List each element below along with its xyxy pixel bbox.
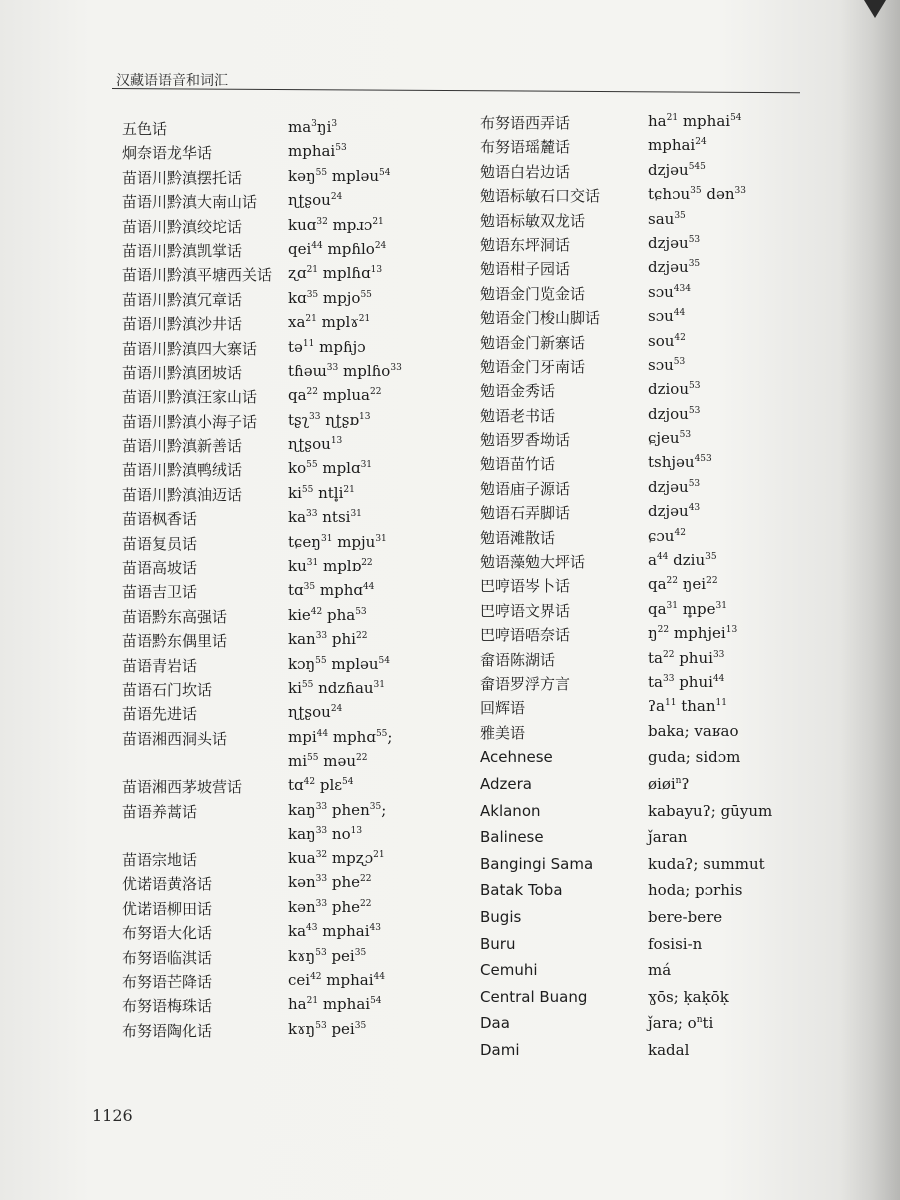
dialect-entry xyxy=(122,581,462,605)
word-form: tɑ$^{35}$ mphɑ$^{44}$ xyxy=(288,581,375,600)
word-form: kudaʔ; summut xyxy=(648,854,765,873)
word-form: $qa^{22}$ ŋei$^{22}$ xyxy=(648,575,718,594)
word-form: kaŋ$^{33}$ $no^{13}$ xyxy=(288,824,363,843)
dialect-entry xyxy=(122,264,462,288)
dialect-entry-continuation xyxy=(122,825,462,849)
dialect-entry xyxy=(480,828,810,855)
dialect-entry xyxy=(122,898,462,922)
dialect-name: 苗语川黔滇绞坨话 xyxy=(122,217,243,236)
dialect-entry xyxy=(480,624,810,648)
word-form: kən$^{33}$ phe$^{22}$ xyxy=(288,873,372,892)
dialect-entry xyxy=(122,289,462,313)
dialect-entry xyxy=(122,728,462,752)
dialect-name: 勉语苗竹话 xyxy=(480,455,556,474)
word-form: tɦəɯ$^{33}$ mplɦo$^{33}$ xyxy=(288,361,402,380)
dialect-name: 苗语川黔滇汪家山话 xyxy=(122,388,258,407)
dialect-name: Central Buang xyxy=(480,987,588,1006)
word-form: kəŋ$^{55}$ mpləu$^{54}$ xyxy=(288,166,391,185)
dialect-name: 勉语老书话 xyxy=(480,406,556,425)
word-form: kɤŋ$^{53}$ pei$^{35}$ xyxy=(288,946,367,965)
word-form: $ta^{22}$ phui$^{33}$ xyxy=(648,648,725,667)
dialect-entry xyxy=(122,801,462,825)
word-form: mphai$^{53}$ xyxy=(288,142,347,161)
word-form: $a^{44}$ dziu$^{35}$ xyxy=(648,551,717,570)
dialect-name: 苗语宗地话 xyxy=(122,850,198,869)
dialect-entry xyxy=(480,881,810,908)
dialect-name: 苗语川黔滇团坡话 xyxy=(122,363,243,382)
dialect-name: 苗语川黔滇鸭绒话 xyxy=(122,461,243,480)
dialect-entry xyxy=(122,533,462,557)
dialect-name: 苗语川黔滇冗章话 xyxy=(122,290,243,309)
dialect-entry xyxy=(480,332,810,356)
dialect-entry xyxy=(480,307,810,331)
dialect-name: Dami xyxy=(480,1040,520,1059)
word-form: ǰara; $o^nti$ xyxy=(648,1014,714,1033)
dialect-entry xyxy=(122,459,462,483)
word-form: ɕjeu$^{53}$ xyxy=(648,429,692,448)
word-form: dzjou$^{53}$ xyxy=(648,404,701,423)
dialect-name: Buru xyxy=(480,934,516,953)
dialect-name: 勉语金秀话 xyxy=(480,382,556,401)
dialect-name: 苗语湘西洞头话 xyxy=(122,729,228,748)
dialect-name: 苗语川黔滇摆托话 xyxy=(122,168,243,187)
dialect-name: 优诺语柳田话 xyxy=(122,899,213,918)
dialect-entry xyxy=(480,478,810,502)
dialect-name: 苗语川黔滇四大寨话 xyxy=(122,339,258,358)
word-form: kɤŋ$^{53}$ pei$^{35}$ xyxy=(288,1019,367,1038)
dialect-name: 勉语标敏双龙话 xyxy=(480,211,586,230)
dialect-name: 布努语陶化话 xyxy=(122,1021,213,1040)
word-form: kua$^{32}$ mpʐɔ$^{21}$ xyxy=(288,848,385,867)
dialect-name: 布努语瑶麓话 xyxy=(480,138,571,157)
dialect-name: 勉语石弄脚话 xyxy=(480,504,571,523)
dialect-name: Cemuhi xyxy=(480,961,538,980)
dialect-entry xyxy=(122,873,462,897)
header-rule xyxy=(112,88,800,93)
word-form: kuɑ$^{32}$ mpɹɔ$^{21}$ xyxy=(288,215,384,234)
dialect-name: Adzera xyxy=(480,774,532,793)
word-form: dziou$^{53}$ xyxy=(648,380,701,399)
dialect-name: Aklanon xyxy=(480,801,541,820)
dialect-name: 勉语金门新寨话 xyxy=(480,333,586,352)
word-form: dzjəu$^{35}$ xyxy=(648,258,701,277)
word-form: kaŋ$^{33}$ phen$^{35}$; xyxy=(288,800,387,819)
dialect-entry xyxy=(480,234,810,258)
dialect-entry xyxy=(480,802,810,829)
dialect-name: Bugis xyxy=(480,907,522,926)
word-form: tshjəu$^{453}$ xyxy=(648,453,712,472)
dialect-entry xyxy=(480,697,810,721)
word-form: ɳʈʂou$^{24}$ xyxy=(288,703,343,722)
word-form: $mi^{55}$ məu$^{22}$ xyxy=(288,752,368,771)
dialect-name: 勉语藻勉大坪话 xyxy=(480,553,586,572)
dialect-name: 苗语高坡话 xyxy=(122,559,198,578)
dialect-entry xyxy=(480,185,810,209)
dialect-name: 苗语先进话 xyxy=(122,705,198,724)
dialect-entry xyxy=(480,649,810,673)
word-form: ɣōs; ḳaḳōḳ xyxy=(648,987,729,1006)
word-form: dzjəu$^{43}$ xyxy=(648,502,701,521)
word-form: sau$^{35}$ xyxy=(648,209,686,228)
dialect-entry xyxy=(122,995,462,1019)
dialect-name: 勉语金门梭山脚话 xyxy=(480,309,601,328)
dialect-entry xyxy=(122,216,462,240)
dialect-entry xyxy=(122,849,462,873)
word-form: guda; sidɔm xyxy=(648,748,741,767)
dialect-entry xyxy=(122,338,462,362)
word-form: tɕeŋ$^{31}$ mpju$^{31}$ xyxy=(288,532,387,551)
word-form: kie$^{42}$ pha$^{53}$ xyxy=(288,605,367,624)
dialect-name: 勉语庙子源话 xyxy=(480,479,571,498)
dialect-entry xyxy=(480,748,810,775)
word-form: mphai$^{24}$ xyxy=(648,136,707,155)
dialect-name: 布努语芒降话 xyxy=(122,972,213,991)
dialect-name: 炯奈语龙华话 xyxy=(122,144,213,163)
dialect-name: 布努语临淇话 xyxy=(122,948,213,967)
dialect-entry xyxy=(480,988,810,1015)
word-form: kadal xyxy=(648,1040,690,1059)
page-number: 1126 xyxy=(92,1106,133,1125)
word-form: dzjəu$^{53}$ xyxy=(648,477,701,496)
dialect-entry xyxy=(122,630,462,654)
word-form: sɔu$^{434}$ xyxy=(648,282,691,301)
dialect-entry xyxy=(122,142,462,166)
dialect-name: 布努语梅珠话 xyxy=(122,997,213,1016)
word-form: ʔa$^{11}$ than$^{11}$ xyxy=(648,697,727,716)
word-form: $ka^{33}$ ntsi$^{31}$ xyxy=(288,508,362,527)
dialect-entry xyxy=(480,1041,810,1068)
dialect-entry xyxy=(480,575,810,599)
dialect-entry xyxy=(122,484,462,508)
dialect-entry xyxy=(122,191,462,215)
dialect-entry xyxy=(122,118,462,142)
dialect-name: Batak Toba xyxy=(480,881,563,900)
dialect-entry xyxy=(480,502,810,526)
word-form: bere-bere xyxy=(648,907,723,926)
dialect-entry xyxy=(480,908,810,935)
dialect-entry xyxy=(122,508,462,532)
dialect-name: 勉语东坪洞话 xyxy=(480,235,571,254)
dialect-name: 苗语枫香话 xyxy=(122,510,198,529)
word-form: tʂʅ$^{33}$ ɳʈʂɒ$^{13}$ xyxy=(288,410,371,429)
word-form: sɔu$^{44}$ xyxy=(648,307,686,326)
dialect-entry xyxy=(122,362,462,386)
dialect-entry xyxy=(122,947,462,971)
word-form: tɕhɔu$^{35}$ dən$^{33}$ xyxy=(648,185,746,204)
word-form: $ka^{43}$ mphai$^{43}$ xyxy=(288,922,381,941)
word-form: kɔŋ$^{55}$ mpləu$^{54}$ xyxy=(288,654,390,673)
dialect-entry xyxy=(480,283,810,307)
dialect-name: 巴哼语唔奈话 xyxy=(480,626,571,645)
dialect-name: 雅美语 xyxy=(480,723,526,742)
word-form: baka; vaʁao xyxy=(648,721,739,740)
dialect-entry xyxy=(122,922,462,946)
dialect-name: 畲语陈湖话 xyxy=(480,650,556,669)
dialect-entry xyxy=(122,776,462,800)
word-form: ǰaran xyxy=(648,828,688,847)
dialect-entry xyxy=(122,655,462,679)
dialect-name: 苗语川黔滇沙井话 xyxy=(122,315,243,334)
dialect-entry xyxy=(480,673,810,697)
dialect-entry xyxy=(480,961,810,988)
word-form: hoda; pɔrhis xyxy=(648,881,743,900)
dialect-name: 勉语白岩边话 xyxy=(480,162,571,181)
dialect-name: 苗语川黔滇凯掌话 xyxy=(122,241,243,260)
word-form: sou$^{42}$ xyxy=(648,331,686,350)
word-form: $ŋ^{22}$ mphjei$^{13}$ xyxy=(648,624,738,643)
word-form: $xa^{21}$ mplɤ$^{21}$ xyxy=(288,313,371,332)
dialect-entry xyxy=(122,557,462,581)
dialect-entry xyxy=(480,775,810,802)
dialect-entry xyxy=(122,240,462,264)
word-form: $qa^{31}$ $m̥pe^{31}$ xyxy=(648,599,727,618)
dialect-name: 畲语罗浮方言 xyxy=(480,674,571,693)
dialect-name: 苗语湘西茅坡营话 xyxy=(122,778,243,797)
word-form: ɳʈʂou$^{24}$ xyxy=(288,191,343,210)
right-column xyxy=(480,112,810,1067)
word-form: mpi$^{44}$ mphɑ$^{55}$; xyxy=(288,727,393,746)
word-form: $ha^{21}$ mphai$^{54}$ xyxy=(648,112,742,130)
dialect-entry xyxy=(122,167,462,191)
dialect-name: 苗语养蒿话 xyxy=(122,802,198,821)
word-form: $ha^{21}$ mphai$^{54}$ xyxy=(288,995,382,1014)
dialect-entry xyxy=(480,855,810,882)
word-form: tə$^{11}$ mpɦjɔ xyxy=(288,337,366,356)
dialect-entry xyxy=(480,112,810,136)
dialect-name: Balinese xyxy=(480,828,544,847)
dialect-entry xyxy=(480,210,810,234)
dialect-entry xyxy=(480,551,810,575)
word-form: ʐɑ$^{21}$ mplɦɑ$^{13}$ xyxy=(288,264,383,283)
dialect-entry xyxy=(480,429,810,453)
dialect-name: Bangingi Sama xyxy=(480,854,594,873)
dialect-name: 回辉语 xyxy=(480,699,526,718)
dialect-name: 勉语滩散话 xyxy=(480,528,556,547)
dialect-name: 苗语川黔滇新善话 xyxy=(122,437,243,456)
word-form: øiøi$^n$ʔ xyxy=(648,774,690,793)
word-form: kən$^{33}$ phe$^{22}$ xyxy=(288,897,372,916)
dialect-entry xyxy=(480,935,810,962)
dialect-entry xyxy=(122,703,462,727)
dialect-entry xyxy=(480,722,810,749)
word-form: tɑ$^{42}$ plɛ$^{54}$ xyxy=(288,776,354,795)
word-form: dzjəu$^{545}$ xyxy=(648,160,706,179)
dialect-entry-continuation xyxy=(122,752,462,776)
dialect-entry xyxy=(122,386,462,410)
dialect-entry xyxy=(122,971,462,995)
word-form: $ki^{55}$ ndzɦau$^{31}$ xyxy=(288,678,385,697)
word-form: cei$^{42}$ mphai$^{44}$ xyxy=(288,970,385,989)
word-form: $ko^{55}$ mplɑ$^{31}$ xyxy=(288,459,373,478)
word-form: $ta^{33}$ phui$^{44}$ xyxy=(648,672,725,691)
dialect-name: 勉语柑子园话 xyxy=(480,260,571,279)
word-form: $ma^3ŋi^3$ xyxy=(288,118,338,136)
dialect-entry xyxy=(122,679,462,703)
dialect-entry xyxy=(480,453,810,477)
dialect-name: 巴哼语岑卜话 xyxy=(480,577,571,596)
dialect-name: 苗语黔东高强话 xyxy=(122,607,228,626)
dialect-entry xyxy=(480,161,810,185)
word-form: qei$^{44}$ mpɦlo$^{24}$ xyxy=(288,239,387,258)
dialect-entry xyxy=(480,136,810,160)
dialect-entry xyxy=(122,313,462,337)
word-form: má xyxy=(648,961,672,980)
left-column xyxy=(122,118,462,1044)
dialect-entry xyxy=(122,435,462,459)
dialect-entry xyxy=(122,411,462,435)
dialect-name: 优诺语黄洛话 xyxy=(122,875,213,894)
dialect-name: 苗语川黔滇大南山话 xyxy=(122,193,258,212)
dialect-entry xyxy=(122,606,462,630)
spine-shadow xyxy=(840,0,900,1200)
dialect-name: 布努语大化话 xyxy=(122,924,213,943)
word-form: ɕɔu$^{42}$ xyxy=(648,526,686,545)
dialect-name: 勉语金门览金话 xyxy=(480,284,586,303)
word-form: dzjəu$^{53}$ xyxy=(648,233,701,252)
dialect-name: 布努语西弄话 xyxy=(480,114,571,132)
dialect-entry xyxy=(480,600,810,624)
dialect-name: 苗语石门坎话 xyxy=(122,680,213,699)
dialect-name: 苗语复员话 xyxy=(122,534,198,553)
dialect-entry xyxy=(480,1014,810,1041)
dialect-name: 苗语青岩话 xyxy=(122,656,198,675)
dialect-name: 苗语川黔滇油迈话 xyxy=(122,485,243,504)
dialect-entry xyxy=(480,527,810,551)
dialect-entry xyxy=(480,258,810,282)
word-form: $qa^{22}$ mplua$^{22}$ xyxy=(288,386,382,405)
dialect-name: 五色话 xyxy=(122,120,168,138)
dialect-name: 苗语川黔滇平塘西关话 xyxy=(122,266,273,285)
word-form: kabayuʔ; gūyum xyxy=(648,801,773,820)
dialect-entry xyxy=(122,1020,462,1044)
word-form: ɳʈʂou$^{13}$ xyxy=(288,435,343,454)
dialect-name: Daa xyxy=(480,1014,510,1033)
dialect-name: 苗语吉卫话 xyxy=(122,583,198,602)
dialect-entry xyxy=(480,380,810,404)
word-form: kan$^{33}$ phi$^{22}$ xyxy=(288,630,368,649)
dialect-name: Acehnese xyxy=(480,748,553,767)
dialect-entry xyxy=(480,405,810,429)
dialect-name: 勉语金门牙南话 xyxy=(480,357,586,376)
dialect-entry xyxy=(480,356,810,380)
dialect-name: 苗语川黔滇小海子话 xyxy=(122,412,258,431)
running-head: 汉藏语语音和词汇 xyxy=(116,73,228,89)
word-form: sɔu$^{53}$ xyxy=(648,355,686,374)
dialect-name: 巴哼语文界话 xyxy=(480,601,571,620)
dialect-name: 勉语罗香坳话 xyxy=(480,431,571,450)
dialect-name: 勉语标敏石口交话 xyxy=(480,187,601,206)
word-form: $ku^{31}$ mplɒ$^{22}$ xyxy=(288,557,373,576)
word-form: fosisi-n xyxy=(648,934,703,953)
word-form: kɑ$^{35}$ mpjo$^{55}$ xyxy=(288,288,372,307)
dialect-name: 苗语黔东偶里话 xyxy=(122,632,228,651)
word-form: $ki^{55}$ $ntl̥i^{21}$ xyxy=(288,483,355,502)
